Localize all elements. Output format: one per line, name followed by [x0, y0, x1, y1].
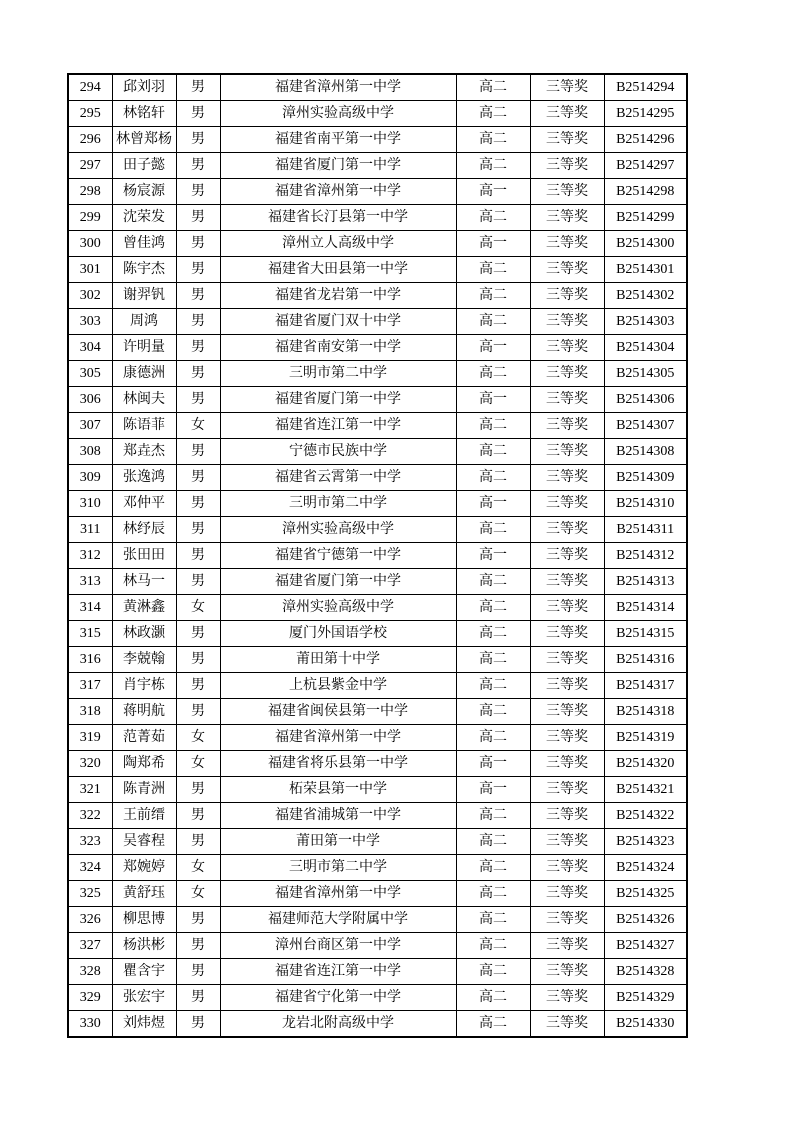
- award-cell: 三等奖: [530, 517, 604, 543]
- certificate-id-cell: B2514296: [604, 127, 687, 153]
- student-name-cell: 陈语菲: [112, 413, 176, 439]
- school-cell: 柘荣县第一中学: [220, 777, 456, 803]
- row-number-cell: 300: [68, 231, 112, 257]
- gender-cell: 男: [176, 803, 220, 829]
- school-cell: 三明市第二中学: [220, 855, 456, 881]
- grade-cell: 高二: [456, 881, 530, 907]
- gender-cell: 男: [176, 153, 220, 179]
- award-cell: 三等奖: [530, 465, 604, 491]
- table-row: [68, 829, 687, 855]
- award-cell: 三等奖: [530, 309, 604, 335]
- award-cell: 三等奖: [530, 907, 604, 933]
- row-number-cell: 327: [68, 933, 112, 959]
- award-cell: 三等奖: [530, 439, 604, 465]
- row-number-cell: 298: [68, 179, 112, 205]
- student-name-cell: 吴睿程: [112, 829, 176, 855]
- certificate-id-cell: B2514310: [604, 491, 687, 517]
- student-name-cell: 陈青洲: [112, 777, 176, 803]
- school-cell: 福建省南安第一中学: [220, 335, 456, 361]
- row-number-cell: 318: [68, 699, 112, 725]
- gender-cell: 男: [176, 309, 220, 335]
- certificate-id-cell: B2514312: [604, 543, 687, 569]
- row-number-cell: 315: [68, 621, 112, 647]
- award-cell: 三等奖: [530, 283, 604, 309]
- table-row: [68, 725, 687, 751]
- award-roster-table: [67, 73, 688, 1038]
- certificate-id-cell: B2514299: [604, 205, 687, 231]
- grade-cell: 高二: [456, 465, 530, 491]
- row-number-cell: 320: [68, 751, 112, 777]
- row-number-cell: 329: [68, 985, 112, 1011]
- award-cell: 三等奖: [530, 777, 604, 803]
- gender-cell: 男: [176, 127, 220, 153]
- school-cell: 上杭县紫金中学: [220, 673, 456, 699]
- row-number-cell: 305: [68, 361, 112, 387]
- certificate-id-cell: B2514323: [604, 829, 687, 855]
- student-name-cell: 谢羿钒: [112, 283, 176, 309]
- student-name-cell: 林纾辰: [112, 517, 176, 543]
- student-name-cell: 张田田: [112, 543, 176, 569]
- gender-cell: 男: [176, 387, 220, 413]
- student-name-cell: 林铭轩: [112, 101, 176, 127]
- student-name-cell: 林马一: [112, 569, 176, 595]
- gender-cell: 男: [176, 959, 220, 985]
- table-row: [68, 673, 687, 699]
- grade-cell: 高二: [456, 725, 530, 751]
- table-row: [68, 413, 687, 439]
- grade-cell: 高二: [456, 647, 530, 673]
- school-cell: 三明市第二中学: [220, 491, 456, 517]
- school-cell: 福建省闽侯县第一中学: [220, 699, 456, 725]
- certificate-id-cell: B2514316: [604, 647, 687, 673]
- school-cell: 福建师范大学附属中学: [220, 907, 456, 933]
- grade-cell: 高二: [456, 621, 530, 647]
- table-row: [68, 881, 687, 907]
- table-row: [68, 361, 687, 387]
- table-row: [68, 179, 687, 205]
- school-cell: 福建省连江第一中学: [220, 959, 456, 985]
- student-name-cell: 杨宸源: [112, 179, 176, 205]
- row-number-cell: 330: [68, 1011, 112, 1038]
- certificate-id-cell: B2514301: [604, 257, 687, 283]
- row-number-cell: 324: [68, 855, 112, 881]
- grade-cell: 高二: [456, 699, 530, 725]
- student-name-cell: 黄淋鑫: [112, 595, 176, 621]
- school-cell: 福建省漳州第一中学: [220, 881, 456, 907]
- grade-cell: 高二: [456, 673, 530, 699]
- school-cell: 福建省漳州第一中学: [220, 725, 456, 751]
- row-number-cell: 297: [68, 153, 112, 179]
- student-name-cell: 郑婉婷: [112, 855, 176, 881]
- gender-cell: 男: [176, 335, 220, 361]
- award-cell: 三等奖: [530, 361, 604, 387]
- gender-cell: 女: [176, 751, 220, 777]
- gender-cell: 女: [176, 595, 220, 621]
- table-row: [68, 595, 687, 621]
- row-number-cell: 326: [68, 907, 112, 933]
- school-cell: 福建省宁德第一中学: [220, 543, 456, 569]
- award-cell: 三等奖: [530, 179, 604, 205]
- row-number-cell: 314: [68, 595, 112, 621]
- table-row: [68, 985, 687, 1011]
- row-number-cell: 308: [68, 439, 112, 465]
- award-cell: 三等奖: [530, 621, 604, 647]
- school-cell: 福建省漳州第一中学: [220, 74, 456, 101]
- certificate-id-cell: B2514326: [604, 907, 687, 933]
- student-name-cell: 曾佳鸿: [112, 231, 176, 257]
- student-name-cell: 黄舒珏: [112, 881, 176, 907]
- grade-cell: 高二: [456, 361, 530, 387]
- gender-cell: 男: [176, 699, 220, 725]
- table-row: [68, 699, 687, 725]
- school-cell: 福建省大田县第一中学: [220, 257, 456, 283]
- row-number-cell: 323: [68, 829, 112, 855]
- row-number-cell: 302: [68, 283, 112, 309]
- award-cell: 三等奖: [530, 335, 604, 361]
- certificate-id-cell: B2514303: [604, 309, 687, 335]
- grade-cell: 高二: [456, 907, 530, 933]
- award-cell: 三等奖: [530, 205, 604, 231]
- certificate-id-cell: B2514315: [604, 621, 687, 647]
- award-cell: 三等奖: [530, 257, 604, 283]
- gender-cell: 女: [176, 881, 220, 907]
- award-cell: 三等奖: [530, 231, 604, 257]
- grade-cell: 高二: [456, 959, 530, 985]
- award-cell: 三等奖: [530, 881, 604, 907]
- row-number-cell: 303: [68, 309, 112, 335]
- gender-cell: 男: [176, 517, 220, 543]
- gender-cell: 男: [176, 673, 220, 699]
- award-cell: 三等奖: [530, 803, 604, 829]
- row-number-cell: 309: [68, 465, 112, 491]
- table-row: [68, 1011, 687, 1038]
- school-cell: 福建省厦门第一中学: [220, 387, 456, 413]
- table-row: [68, 647, 687, 673]
- student-name-cell: 王前缙: [112, 803, 176, 829]
- table-row: [68, 309, 687, 335]
- row-number-cell: 328: [68, 959, 112, 985]
- grade-cell: 高二: [456, 803, 530, 829]
- grade-cell: 高二: [456, 309, 530, 335]
- certificate-id-cell: B2514325: [604, 881, 687, 907]
- student-name-cell: 柳思博: [112, 907, 176, 933]
- row-number-cell: 296: [68, 127, 112, 153]
- table-row: [68, 283, 687, 309]
- table-row: [68, 257, 687, 283]
- gender-cell: 男: [176, 74, 220, 101]
- gender-cell: 男: [176, 621, 220, 647]
- school-cell: 莆田第一中学: [220, 829, 456, 855]
- school-cell: 漳州实验高级中学: [220, 595, 456, 621]
- table-row: [68, 231, 687, 257]
- row-number-cell: 312: [68, 543, 112, 569]
- table-row: [68, 933, 687, 959]
- grade-cell: 高二: [456, 569, 530, 595]
- gender-cell: 男: [176, 543, 220, 569]
- certificate-id-cell: B2514298: [604, 179, 687, 205]
- school-cell: 福建省厦门第一中学: [220, 153, 456, 179]
- table-row: [68, 569, 687, 595]
- certificate-id-cell: B2514308: [604, 439, 687, 465]
- gender-cell: 男: [176, 491, 220, 517]
- grade-cell: 高二: [456, 413, 530, 439]
- school-cell: 福建省长汀县第一中学: [220, 205, 456, 231]
- row-number-cell: 310: [68, 491, 112, 517]
- row-number-cell: 301: [68, 257, 112, 283]
- certificate-id-cell: B2514295: [604, 101, 687, 127]
- certificate-id-cell: B2514313: [604, 569, 687, 595]
- row-number-cell: 322: [68, 803, 112, 829]
- student-name-cell: 陶郑希: [112, 751, 176, 777]
- school-cell: 福建省云霄第一中学: [220, 465, 456, 491]
- student-name-cell: 郑垚杰: [112, 439, 176, 465]
- gender-cell: 女: [176, 855, 220, 881]
- school-cell: 宁德市民族中学: [220, 439, 456, 465]
- gender-cell: 男: [176, 985, 220, 1011]
- student-name-cell: 邓仲平: [112, 491, 176, 517]
- table-row: [68, 543, 687, 569]
- certificate-id-cell: B2514330: [604, 1011, 687, 1038]
- row-number-cell: 304: [68, 335, 112, 361]
- student-name-cell: 林闽夫: [112, 387, 176, 413]
- certificate-id-cell: B2514328: [604, 959, 687, 985]
- certificate-id-cell: B2514327: [604, 933, 687, 959]
- certificate-id-cell: B2514302: [604, 283, 687, 309]
- student-name-cell: 蒋明航: [112, 699, 176, 725]
- table-row: [68, 621, 687, 647]
- table-row: [68, 465, 687, 491]
- grade-cell: 高一: [456, 387, 530, 413]
- table-row: [68, 491, 687, 517]
- certificate-id-cell: B2514309: [604, 465, 687, 491]
- grade-cell: 高二: [456, 127, 530, 153]
- row-number-cell: 319: [68, 725, 112, 751]
- certificate-id-cell: B2514322: [604, 803, 687, 829]
- student-name-cell: 张逸鸿: [112, 465, 176, 491]
- certificate-id-cell: B2514294: [604, 74, 687, 101]
- grade-cell: 高一: [456, 491, 530, 517]
- gender-cell: 男: [176, 205, 220, 231]
- gender-cell: 男: [176, 933, 220, 959]
- row-number-cell: 321: [68, 777, 112, 803]
- student-name-cell: 刘炜煜: [112, 1011, 176, 1038]
- gender-cell: 男: [176, 101, 220, 127]
- grade-cell: 高一: [456, 777, 530, 803]
- award-cell: 三等奖: [530, 725, 604, 751]
- award-cell: 三等奖: [530, 413, 604, 439]
- certificate-id-cell: B2514305: [604, 361, 687, 387]
- certificate-id-cell: B2514321: [604, 777, 687, 803]
- award-cell: 三等奖: [530, 751, 604, 777]
- school-cell: 福建省连江第一中学: [220, 413, 456, 439]
- school-cell: 福建省厦门第一中学: [220, 569, 456, 595]
- school-cell: 福建省浦城第一中学: [220, 803, 456, 829]
- award-cell: 三等奖: [530, 933, 604, 959]
- award-cell: 三等奖: [530, 673, 604, 699]
- certificate-id-cell: B2514297: [604, 153, 687, 179]
- certificate-id-cell: B2514307: [604, 413, 687, 439]
- award-cell: 三等奖: [530, 959, 604, 985]
- grade-cell: 高二: [456, 595, 530, 621]
- row-number-cell: 295: [68, 101, 112, 127]
- table-row: [68, 855, 687, 881]
- gender-cell: 女: [176, 725, 220, 751]
- grade-cell: 高二: [456, 74, 530, 101]
- table-row: [68, 74, 687, 101]
- award-cell: 三等奖: [530, 829, 604, 855]
- grade-cell: 高一: [456, 335, 530, 361]
- certificate-id-cell: B2514324: [604, 855, 687, 881]
- table-row: [68, 335, 687, 361]
- grade-cell: 高二: [456, 829, 530, 855]
- award-cell: 三等奖: [530, 1011, 604, 1038]
- grade-cell: 高二: [456, 205, 530, 231]
- grade-cell: 高二: [456, 101, 530, 127]
- row-number-cell: 306: [68, 387, 112, 413]
- school-cell: 莆田第十中学: [220, 647, 456, 673]
- school-cell: 厦门外国语学校: [220, 621, 456, 647]
- gender-cell: 女: [176, 413, 220, 439]
- school-cell: 福建省漳州第一中学: [220, 179, 456, 205]
- certificate-id-cell: B2514319: [604, 725, 687, 751]
- award-cell: 三等奖: [530, 569, 604, 595]
- table-row: [68, 907, 687, 933]
- gender-cell: 男: [176, 231, 220, 257]
- school-cell: 福建省厦门双十中学: [220, 309, 456, 335]
- table-row: [68, 777, 687, 803]
- certificate-id-cell: B2514304: [604, 335, 687, 361]
- table-row: [68, 127, 687, 153]
- student-name-cell: 周鸿: [112, 309, 176, 335]
- student-name-cell: 许明量: [112, 335, 176, 361]
- student-name-cell: 林曾郑杨: [112, 127, 176, 153]
- student-name-cell: 范菁茹: [112, 725, 176, 751]
- award-cell: 三等奖: [530, 101, 604, 127]
- gender-cell: 男: [176, 283, 220, 309]
- gender-cell: 男: [176, 465, 220, 491]
- row-number-cell: 313: [68, 569, 112, 595]
- table-row: [68, 439, 687, 465]
- gender-cell: 男: [176, 647, 220, 673]
- certificate-id-cell: B2514300: [604, 231, 687, 257]
- award-cell: 三等奖: [530, 153, 604, 179]
- student-name-cell: 杨洪彬: [112, 933, 176, 959]
- gender-cell: 男: [176, 439, 220, 465]
- table-row: [68, 751, 687, 777]
- gender-cell: 男: [176, 179, 220, 205]
- grade-cell: 高二: [456, 855, 530, 881]
- school-cell: 福建省宁化第一中学: [220, 985, 456, 1011]
- row-number-cell: 294: [68, 74, 112, 101]
- school-cell: 福建省将乐县第一中学: [220, 751, 456, 777]
- award-cell: 三等奖: [530, 491, 604, 517]
- table-row: [68, 803, 687, 829]
- award-cell: 三等奖: [530, 855, 604, 881]
- school-cell: 漳州台商区第一中学: [220, 933, 456, 959]
- row-number-cell: 299: [68, 205, 112, 231]
- certificate-id-cell: B2514329: [604, 985, 687, 1011]
- school-cell: 漳州立人高级中学: [220, 231, 456, 257]
- certificate-id-cell: B2514306: [604, 387, 687, 413]
- student-name-cell: 林政灏: [112, 621, 176, 647]
- student-name-cell: 田子懿: [112, 153, 176, 179]
- gender-cell: 男: [176, 907, 220, 933]
- grade-cell: 高一: [456, 231, 530, 257]
- award-cell: 三等奖: [530, 543, 604, 569]
- certificate-id-cell: B2514318: [604, 699, 687, 725]
- roster-body: [68, 74, 687, 1037]
- table-row: [68, 517, 687, 543]
- grade-cell: 高二: [456, 257, 530, 283]
- school-cell: 漳州实验高级中学: [220, 517, 456, 543]
- grade-cell: 高一: [456, 751, 530, 777]
- award-cell: 三等奖: [530, 985, 604, 1011]
- row-number-cell: 325: [68, 881, 112, 907]
- award-cell: 三等奖: [530, 699, 604, 725]
- award-cell: 三等奖: [530, 74, 604, 101]
- row-number-cell: 317: [68, 673, 112, 699]
- certificate-id-cell: B2514317: [604, 673, 687, 699]
- student-name-cell: 沈荣发: [112, 205, 176, 231]
- student-name-cell: 邱刘羽: [112, 74, 176, 101]
- certificate-id-cell: B2514311: [604, 517, 687, 543]
- student-name-cell: 瞿含宇: [112, 959, 176, 985]
- grade-cell: 高二: [456, 283, 530, 309]
- school-cell: 福建省南平第一中学: [220, 127, 456, 153]
- student-name-cell: 康德洲: [112, 361, 176, 387]
- gender-cell: 男: [176, 257, 220, 283]
- award-cell: 三等奖: [530, 595, 604, 621]
- certificate-id-cell: B2514320: [604, 751, 687, 777]
- table-row: [68, 101, 687, 127]
- award-cell: 三等奖: [530, 647, 604, 673]
- row-number-cell: 311: [68, 517, 112, 543]
- school-cell: 福建省龙岩第一中学: [220, 283, 456, 309]
- school-cell: 三明市第二中学: [220, 361, 456, 387]
- grade-cell: 高二: [456, 153, 530, 179]
- row-number-cell: 316: [68, 647, 112, 673]
- student-name-cell: 陈宇杰: [112, 257, 176, 283]
- table-row: [68, 387, 687, 413]
- table-row: [68, 205, 687, 231]
- row-number-cell: 307: [68, 413, 112, 439]
- student-name-cell: 李兢翰: [112, 647, 176, 673]
- gender-cell: 男: [176, 777, 220, 803]
- gender-cell: 男: [176, 829, 220, 855]
- grade-cell: 高一: [456, 543, 530, 569]
- grade-cell: 高二: [456, 439, 530, 465]
- award-cell: 三等奖: [530, 387, 604, 413]
- gender-cell: 男: [176, 1011, 220, 1038]
- grade-cell: 高二: [456, 933, 530, 959]
- grade-cell: 高二: [456, 1011, 530, 1038]
- certificate-id-cell: B2514314: [604, 595, 687, 621]
- school-cell: 龙岩北附高级中学: [220, 1011, 456, 1038]
- table-row: [68, 153, 687, 179]
- award-cell: 三等奖: [530, 127, 604, 153]
- gender-cell: 男: [176, 569, 220, 595]
- grade-cell: 高二: [456, 985, 530, 1011]
- student-name-cell: 张宏宇: [112, 985, 176, 1011]
- grade-cell: 高一: [456, 179, 530, 205]
- table-row: [68, 959, 687, 985]
- gender-cell: 男: [176, 361, 220, 387]
- grade-cell: 高二: [456, 517, 530, 543]
- student-name-cell: 肖宇栋: [112, 673, 176, 699]
- school-cell: 漳州实验高级中学: [220, 101, 456, 127]
